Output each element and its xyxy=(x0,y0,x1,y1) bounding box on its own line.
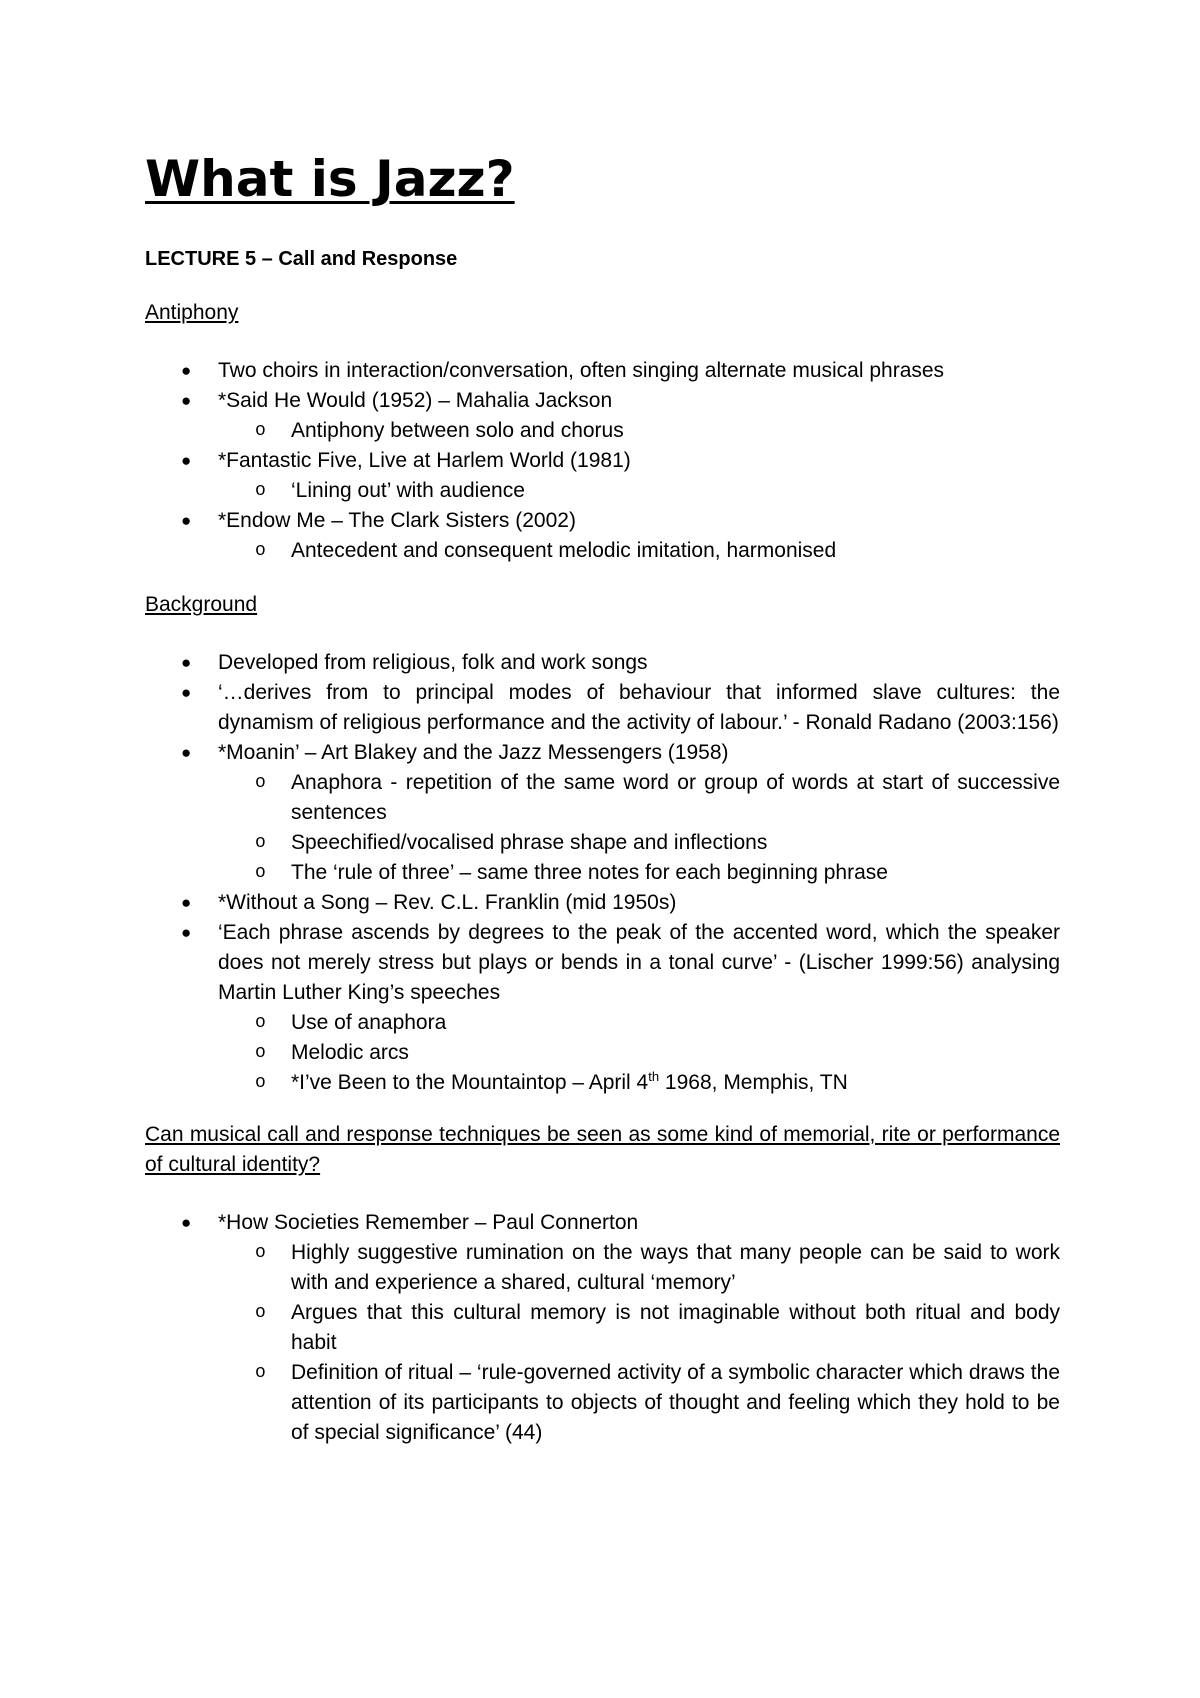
sub-list-item: o Use of anaphora xyxy=(218,1008,1060,1038)
sub-list xyxy=(218,1238,1060,1448)
bullet-icon: ● xyxy=(181,893,192,912)
bullet-icon: ● xyxy=(181,511,192,530)
sub-list-item: o Antecedent and consequent melodic imitation, harmonised xyxy=(218,536,1060,566)
list-item: ● *How Societies Remember – Paul Connerton xyxy=(145,1208,1060,1238)
antiphony-list xyxy=(145,356,1060,566)
circle-bullet-icon: o xyxy=(255,421,266,441)
circle-bullet-icon: o xyxy=(255,1043,266,1063)
list-item: ● *Said He Would (1952) – Mahalia Jackson xyxy=(145,386,1060,416)
document-content xyxy=(145,150,1060,1448)
sub-list xyxy=(218,1008,1060,1098)
bullet-icon: ● xyxy=(181,451,192,470)
list-item: ● *Without a Song – Rev. C.L. Franklin (mid 1950s) xyxy=(145,888,1060,918)
bullet-icon: ● xyxy=(181,743,192,762)
circle-bullet-icon: o xyxy=(255,481,266,501)
circle-bullet-icon: o xyxy=(255,1013,266,1033)
list-item: ● ‘…derives from to principal modes of behaviour that informed slave cultures: the dynamism of religious performance and the activity of labour.’ - Ronald Radano (2003:156) xyxy=(145,678,1060,738)
bullet-icon: ● xyxy=(181,391,192,410)
background-list xyxy=(145,648,1060,1098)
list-item: ● *Fantastic Five, Live at Harlem World (1981) xyxy=(145,446,1060,476)
sub-list-item: o Speechified/vocalised phrase shape and inflections xyxy=(218,828,1060,858)
list-item: ● ‘Each phrase ascends by degrees to the peak of the accented word, which the speaker does not merely stress but plays or bends in a tonal curve’ - (Lischer 1999:56) analysing Martin Luther King’s speeches xyxy=(145,918,1060,1008)
circle-bullet-icon: o xyxy=(255,541,266,561)
sub-list xyxy=(218,768,1060,888)
sub-list-wrapper xyxy=(145,416,1060,446)
bullet-icon: ● xyxy=(181,1213,192,1232)
sub-list-item: o The ‘rule of three’ – same three notes for each beginning phrase xyxy=(218,858,1060,888)
bullet-icon: ● xyxy=(181,653,192,672)
circle-bullet-icon: o xyxy=(255,1303,266,1323)
sub-list-item: o Definition of ritual – ‘rule-governed activity of a symbolic character which draws the attention of its participants to objects of thought and feeling which they hold to be of special significance’ (44) xyxy=(218,1358,1060,1448)
bullet-icon: ● xyxy=(181,683,192,702)
circle-bullet-icon: o xyxy=(255,1073,266,1093)
sub-list xyxy=(218,536,1060,566)
ordinal-superscript: th xyxy=(648,1069,660,1084)
section-heading-question: Can musical call and response techniques be seen as some kind of memorial, rite or performance of cultural identity? xyxy=(145,1123,1060,1176)
circle-bullet-icon: o xyxy=(255,1243,266,1263)
circle-bullet-icon: o xyxy=(255,833,266,853)
sub-list-wrapper xyxy=(145,1008,1060,1098)
list-item: ● *Moanin’ – Art Blakey and the Jazz Messengers (1958) xyxy=(145,738,1060,768)
sub-list xyxy=(218,416,1060,446)
sub-list-wrapper xyxy=(145,476,1060,506)
circle-bullet-icon: o xyxy=(255,863,266,883)
list-item: ● Developed from religious, folk and work songs xyxy=(145,648,1060,678)
list-item: ● Two choirs in interaction/conversation, often singing alternate musical phrases xyxy=(145,356,1060,386)
list-item: ● *Endow Me – The Clark Sisters (2002) xyxy=(145,506,1060,536)
section-heading-background: Background xyxy=(145,593,258,616)
lecture-heading: LECTURE 5 – Call and Response xyxy=(145,248,458,270)
section-heading-antiphony: Antiphony xyxy=(145,301,239,324)
sub-list-wrapper xyxy=(145,536,1060,566)
bullet-icon: ● xyxy=(181,923,192,942)
sub-list-item: o Anaphora - repetition of the same word or group of words at start of successive sentences xyxy=(218,768,1060,828)
circle-bullet-icon: o xyxy=(255,773,266,793)
circle-bullet-icon: o xyxy=(255,1363,266,1383)
sub-list-wrapper xyxy=(145,768,1060,888)
question-list xyxy=(145,1208,1060,1448)
sub-list xyxy=(218,476,1060,506)
page-title: What is Jazz? xyxy=(145,150,515,208)
sub-list-item: o Antiphony between solo and chorus xyxy=(218,416,1060,446)
sub-list-item: o ‘Lining out’ with audience xyxy=(218,476,1060,506)
bullet-icon: ● xyxy=(181,361,192,380)
sub-list-item: o Melodic arcs xyxy=(218,1038,1060,1068)
sub-list-item: o Highly suggestive rumination on the ways that many people can be said to work with and experience a shared, cultural ‘memory’ xyxy=(218,1238,1060,1298)
sub-list-wrapper xyxy=(145,1238,1060,1448)
sub-list-item: o Argues that this cultural memory is not imaginable without both ritual and body habit xyxy=(218,1298,1060,1358)
sub-list-item: o *I’ve Been to the Mountaintop – April 4th 1968, Memphis, TN xyxy=(218,1068,1060,1098)
